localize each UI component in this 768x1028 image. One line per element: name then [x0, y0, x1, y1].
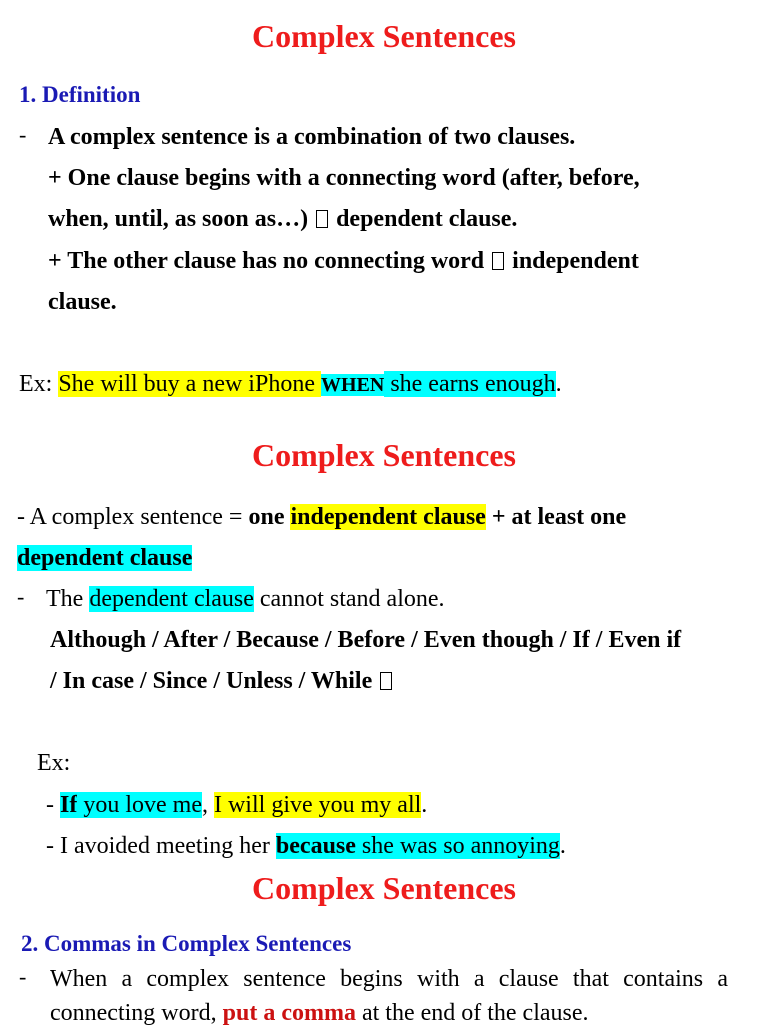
connector-list-line-2: [50, 666, 394, 696]
put-a-comma-emphasis: put a comma: [222, 1000, 356, 1026]
definition-line-5: clause.: [48, 289, 117, 315]
dependent-clause-highlight: she earns enough: [384, 371, 556, 397]
commas-heading: 2. Commas in Complex Sentences: [21, 931, 352, 956]
example-label: Ex:: [37, 750, 71, 776]
bullet-dash: -: [17, 584, 25, 609]
definition-line-1: A complex sentence is a combination of two clauses.: [48, 124, 576, 150]
comma-rule-a: connecting word,: [50, 1000, 223, 1026]
example-because-main: - I avoided meeting her: [46, 833, 276, 859]
definition-heading: 1. Definition: [19, 82, 141, 107]
at-least-one-label: + at least one: [485, 504, 627, 530]
because-keyword: because: [275, 833, 356, 859]
dependent-clause-highlight: dependent clause: [17, 545, 193, 571]
independent-label: independent: [512, 248, 639, 274]
definition-line-3: [48, 204, 517, 234]
comma-rule-c: at the end of the clause.: [355, 1000, 589, 1026]
if-keyword: If: [60, 792, 78, 818]
section-1-title: Complex Sentences: [252, 18, 516, 54]
structure-intro: - A complex sentence =: [17, 504, 249, 530]
section-3-title: Complex Sentences: [252, 870, 516, 906]
period: .: [559, 833, 566, 859]
dependent-note-c: cannot stand alone.: [253, 586, 445, 612]
example-label: Ex:: [19, 371, 59, 397]
independent-clause-highlight: She will buy a new iPhone: [58, 371, 321, 397]
period: .: [555, 371, 562, 397]
section-2-title: Complex Sentences: [252, 437, 516, 473]
arrow-placeholder-icon: [492, 252, 504, 270]
dependent-clause-highlight: dependent clause: [89, 586, 254, 612]
independent-clause-highlight: independent clause: [290, 504, 486, 530]
dependent-note-a: The: [46, 586, 90, 612]
period: .: [421, 792, 428, 818]
dependent-clause-highlight: she was so annoying: [355, 833, 560, 859]
independent-clause-highlight: I will give you my all: [213, 792, 422, 818]
structure-line-2: [17, 543, 192, 573]
connector-list-text: / In case / Since / Unless / While: [50, 668, 373, 694]
arrow-placeholder-icon: [380, 672, 392, 690]
dependent-note: [46, 584, 445, 614]
structure-line-1: [17, 502, 626, 532]
example-because: [46, 831, 566, 861]
definition-line-3-text: when, until, as soon as…): [48, 206, 309, 232]
dash: -: [46, 792, 60, 818]
arrow-placeholder-icon: [316, 210, 328, 228]
bullet-dash: -: [19, 122, 27, 147]
connector-list-line-1: Although / After / Because / Before / Even though / If / Even if: [50, 627, 682, 653]
bullet-dash: -: [19, 964, 27, 989]
example-1: [19, 369, 562, 400]
comma: ,: [201, 792, 214, 818]
dependent-clause-label: dependent clause.: [336, 206, 518, 232]
one-label: one: [248, 504, 291, 530]
dependent-clause-highlight: you love me: [77, 792, 202, 818]
example-if: [46, 790, 427, 820]
definition-line-4: [48, 246, 639, 276]
definition-line-2: + One clause begins with a connecting word (after, before,: [48, 165, 640, 191]
when-keyword: WHEN: [320, 374, 385, 396]
comma-rule-line-1: When a complex sentence begins with a clause that contains a: [50, 966, 728, 992]
definition-line-4-text: + The other clause has no connecting word: [48, 248, 485, 274]
